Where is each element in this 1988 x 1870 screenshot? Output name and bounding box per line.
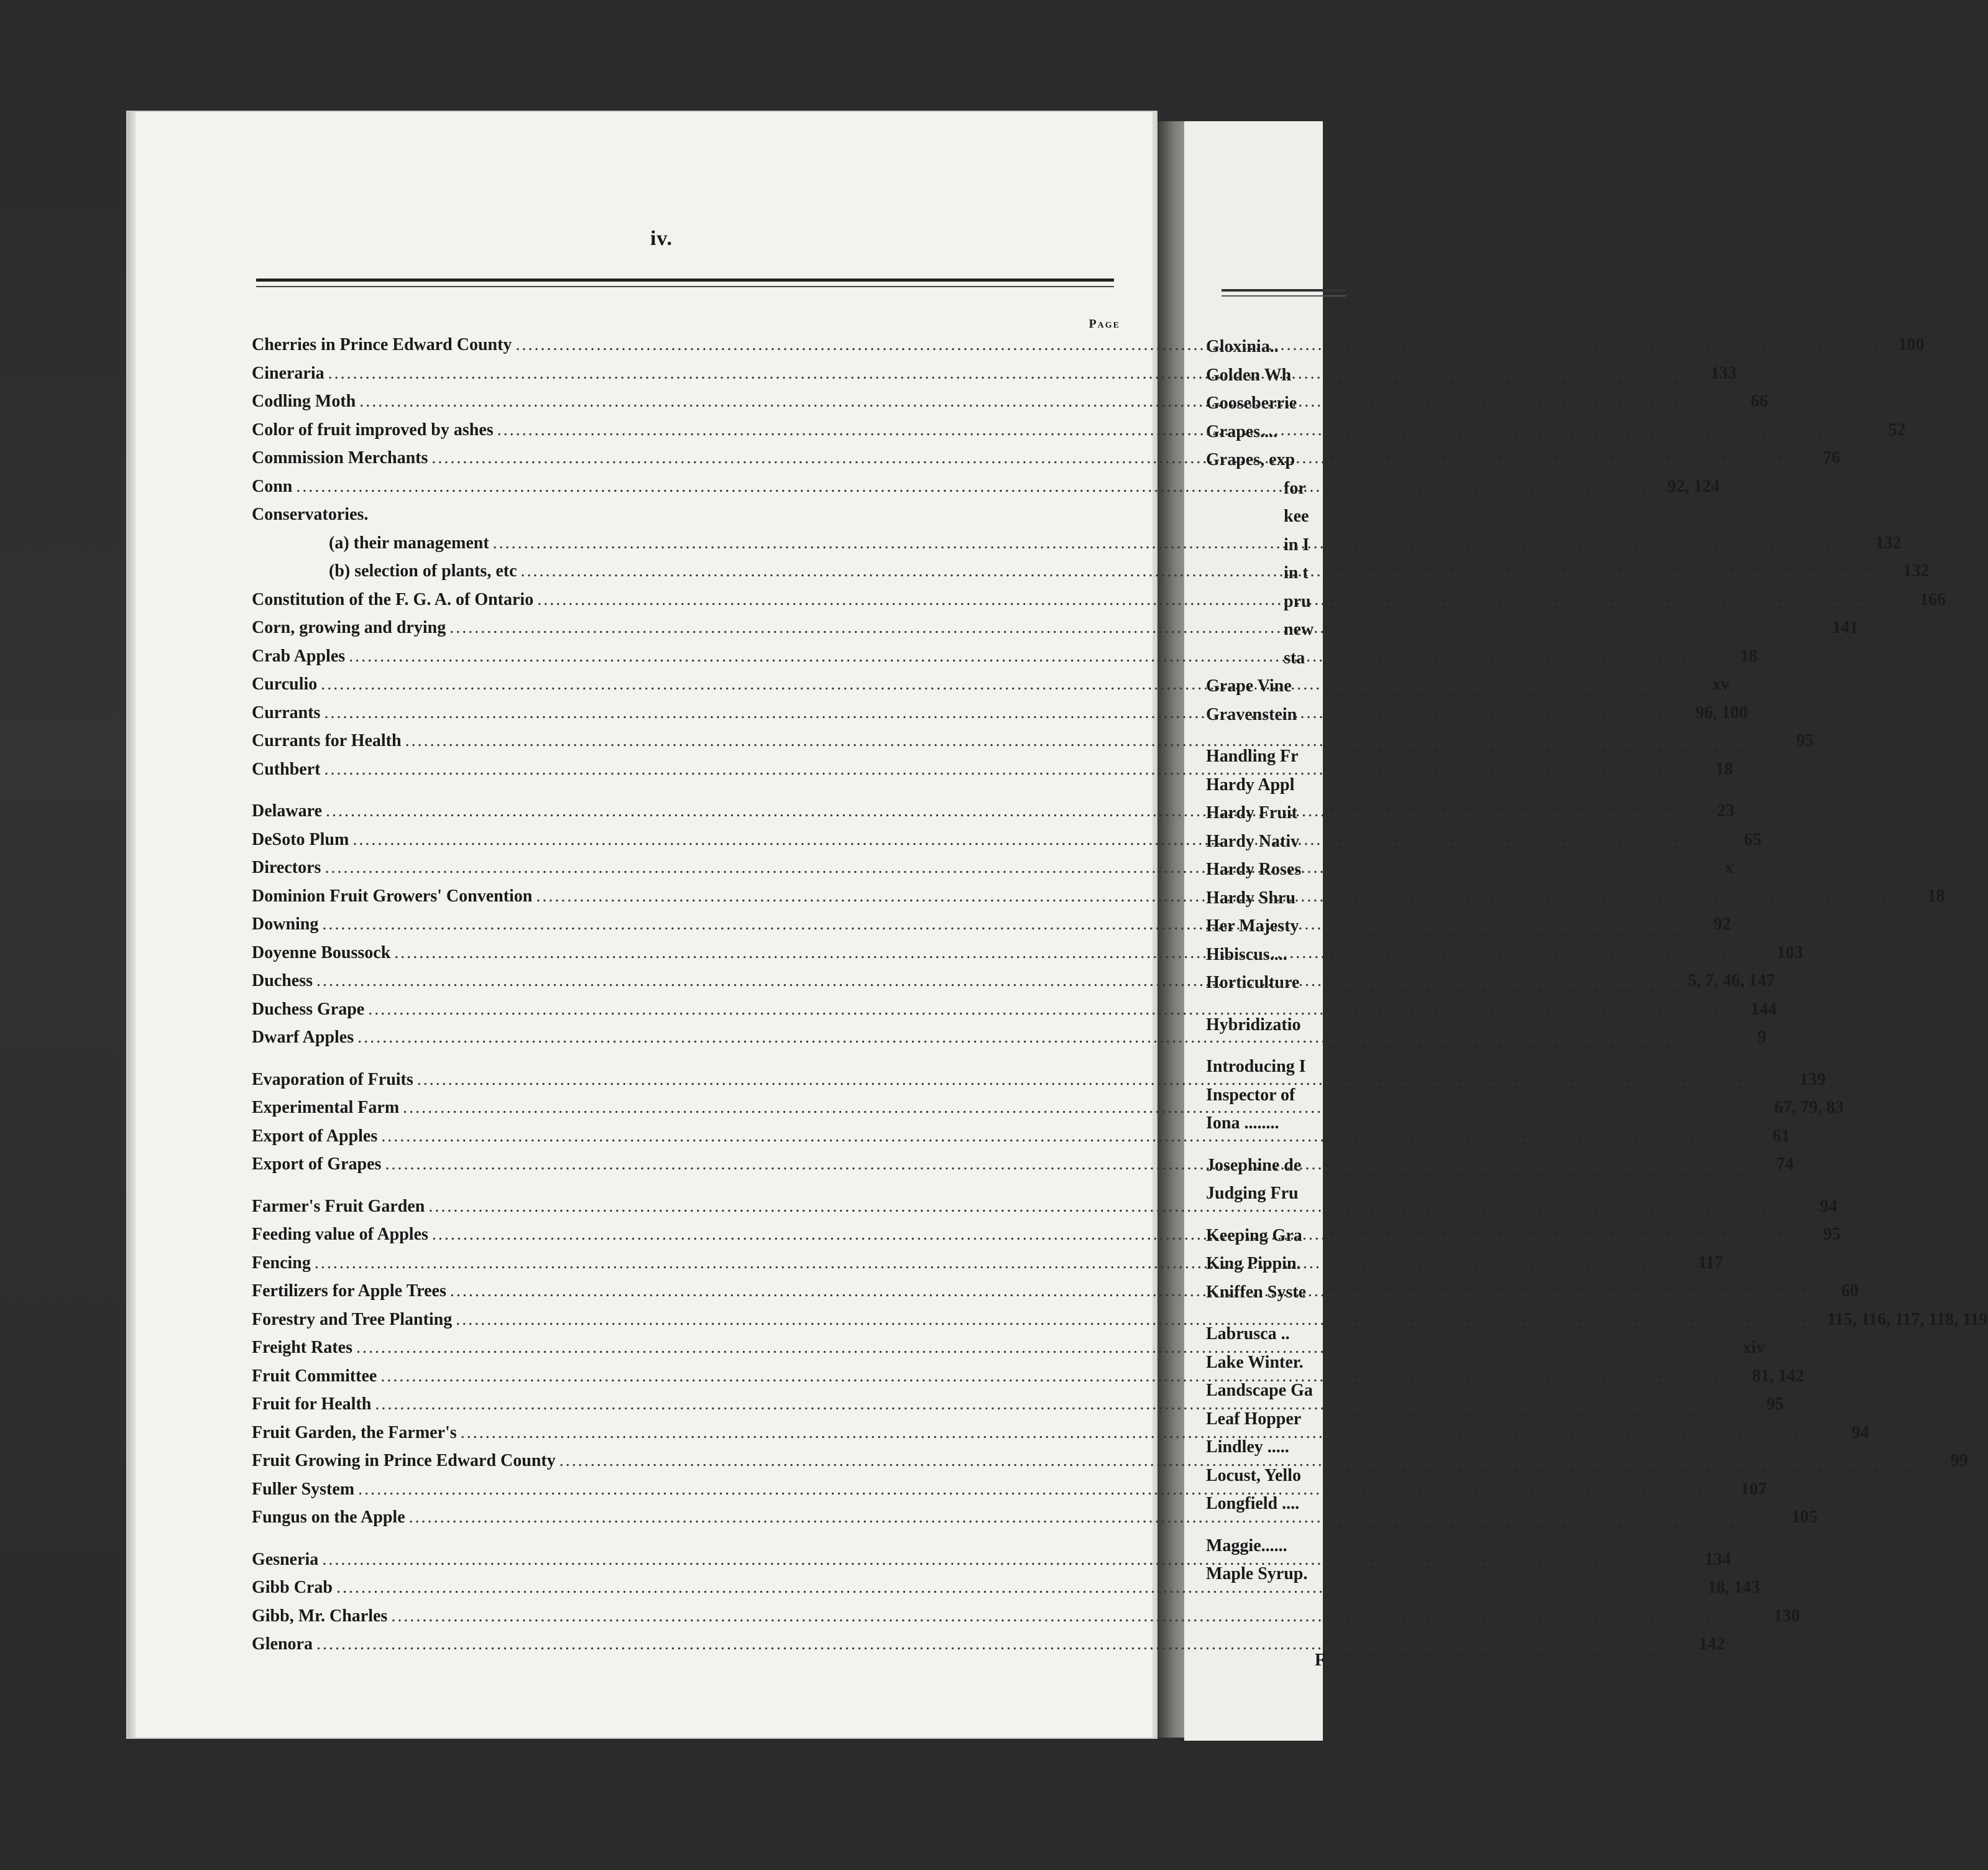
facing-entry: Grapes, exp [1206, 450, 1295, 469]
leader-dots [559, 1447, 1927, 1475]
leader-dots [368, 995, 1736, 1024]
entry-title: Dwarf Apples [252, 1028, 354, 1047]
page-number: iv. [650, 227, 673, 250]
facing-entry: Iona ........ [1206, 1113, 1279, 1133]
entry-page: xiv [1742, 1338, 1765, 1357]
leader-dots [316, 1630, 1684, 1659]
facing-entry: kee [1284, 507, 1309, 526]
entry-title: Fruit for Health [252, 1394, 372, 1414]
leader-dots [450, 1277, 1818, 1306]
facing-page-rule-thin [1222, 295, 1346, 297]
entry-page: 117 [1698, 1253, 1723, 1273]
entry-page: 9 [1757, 1028, 1767, 1047]
facing-entry: Hibiscus.... [1206, 944, 1287, 964]
entry-title: (a) their management [329, 533, 489, 553]
leader-dots [432, 1220, 1800, 1249]
facing-entry: Grapes.... [1206, 421, 1278, 441]
facing-page-rule [1222, 289, 1346, 292]
entry-title: Currants [252, 702, 321, 722]
entry-page: 103 [1777, 942, 1803, 962]
facing-entry: Lindley ..... [1206, 1437, 1289, 1457]
leader-dots [296, 472, 1664, 501]
facing-entry: new [1284, 620, 1314, 639]
entry-page: 18, 143 [1707, 1578, 1760, 1597]
index-entry [252, 995, 1777, 1024]
entry-title: Constitution of the F. G. A. of Ontario [252, 589, 534, 609]
facing-entry: Josephine de [1206, 1155, 1302, 1175]
header-rule [256, 279, 1114, 282]
entry-page: xv [1712, 675, 1730, 694]
index-entry [252, 727, 1814, 755]
entry-title: Export of Grapes [252, 1154, 382, 1174]
entry-title: Fertilizers for Apple Trees [252, 1281, 446, 1301]
leader-dots [536, 882, 1903, 911]
leader-dots [417, 1066, 1785, 1094]
entry-page: 66 [1751, 392, 1769, 411]
entry-title: Delaware [252, 801, 322, 821]
entry-page: 74 [1776, 1154, 1794, 1174]
entry-page: 166 [1920, 589, 1946, 609]
entry-title: Directors [252, 858, 321, 877]
entry-title: Corn, growing and drying [252, 618, 446, 637]
entry-title: (b) selection of plants, etc [329, 561, 517, 581]
leader-dots [358, 1475, 1726, 1504]
entry-page: 81, 142 [1752, 1366, 1805, 1386]
entry-title: Gesneria [252, 1549, 319, 1569]
entry-page: 115, 116, 117, 118, 119 [1827, 1309, 1988, 1329]
leader-dots [324, 854, 1692, 882]
facing-entry: Handling Fr [1206, 747, 1299, 766]
entry-title: Gibb, Mr. Charles [252, 1606, 388, 1626]
leader-dots [409, 1503, 1777, 1532]
entry-title: Color of fruit improved by ashes [252, 420, 494, 440]
entry-page: 95 [1766, 1394, 1784, 1414]
entry-page: 23 [1717, 801, 1734, 821]
facing-entry: Her Majesty [1206, 916, 1299, 936]
entry-page: 107 [1741, 1479, 1767, 1499]
entry-page: 134 [1705, 1549, 1731, 1569]
entry-page: 76 [1823, 448, 1841, 468]
entry-title: Downing [252, 914, 319, 934]
leader-dots [521, 557, 1889, 586]
entry-title: Currants for Health [252, 731, 402, 750]
facing-entry: Introducing I [1206, 1057, 1306, 1076]
entry-page: 94 [1851, 1422, 1869, 1442]
index-entry [252, 1630, 1725, 1659]
facing-entry: in I [1284, 535, 1310, 555]
entry-title: Dominion Fruit Growers' Convention [252, 886, 533, 906]
leader-dots [322, 910, 1690, 939]
leader-dots [357, 1023, 1725, 1052]
facing-entry: Judging Fru [1206, 1184, 1299, 1203]
page-edge [127, 112, 136, 1738]
facing-entry: Hybridizatio [1206, 1015, 1301, 1034]
leader-dots [449, 614, 1817, 642]
entry-title: Conn [252, 476, 293, 496]
entry-page: 132 [1875, 533, 1902, 553]
entry-page: 94 [1820, 1196, 1838, 1216]
entry-page: 139 [1799, 1069, 1826, 1089]
facing-entry: Horticulture [1206, 973, 1300, 992]
entry-page: 95 [1796, 731, 1814, 750]
facing-entry: Maggie...... [1206, 1536, 1287, 1555]
entry-title: Fungus on the Apple [252, 1508, 405, 1527]
entry-title: Glenora [252, 1634, 313, 1654]
leader-dots [394, 939, 1762, 967]
leader-dots [336, 1573, 1704, 1602]
entry-page: 67, 79, 83 [1774, 1098, 1844, 1117]
entry-title: Commission Merchants [252, 448, 428, 468]
entry-page: 52 [1888, 420, 1906, 440]
facing-entry: Gooseberrie [1206, 394, 1297, 413]
entry-title: Crab Apples [252, 646, 346, 666]
entry-title: Farmer's Fruit Garden [252, 1196, 425, 1216]
leader-dots [391, 1602, 1759, 1631]
facing-entry: pru [1284, 591, 1311, 611]
leader-dots [356, 1333, 1724, 1362]
leader-dots [321, 670, 1688, 699]
entry-title: Gibb Crab [252, 1578, 333, 1597]
entry-title: Duchess Grape [252, 999, 365, 1019]
leader-dots [349, 642, 1716, 671]
entry-title: DeSoto Plum [252, 829, 349, 849]
leader-dots [403, 1094, 1770, 1122]
leader-dots [324, 699, 1691, 727]
leader-dots [328, 359, 1696, 388]
facing-entry: Keeping Gra [1206, 1225, 1302, 1245]
leader-dots [315, 1249, 1682, 1278]
leader-dots [381, 1122, 1749, 1151]
entry-title: Forestry and Tree Planting [252, 1309, 453, 1329]
leader-dots [326, 797, 1693, 826]
facing-entry: for [1284, 478, 1306, 498]
facing-entry: Inspector of [1206, 1085, 1295, 1105]
facing-entry: Golden Wh [1206, 365, 1292, 385]
entry-title: Fuller System [252, 1479, 355, 1499]
facing-entry: Labrusca .. [1206, 1324, 1290, 1343]
entry-title: Export of Apples [252, 1126, 378, 1146]
facing-entry: Locust, Yello [1206, 1465, 1301, 1485]
entry-page: 95 [1823, 1225, 1841, 1244]
leader-dots [537, 586, 1905, 614]
entry-title: Codling Moth [252, 392, 356, 411]
leader-dots [380, 1362, 1748, 1391]
entry-title: Freight Rates [252, 1338, 352, 1357]
leader-dots [352, 826, 1720, 854]
entry-title: Fruit Garden, the Farmer's [252, 1422, 457, 1442]
entry-page: 65 [1744, 829, 1762, 849]
entry-page: 5, 7, 46, 147 [1688, 971, 1775, 990]
index-entry [252, 1602, 1800, 1631]
leader-dots [324, 755, 1691, 784]
leader-dots [405, 727, 1773, 755]
facing-entry: in t [1284, 563, 1309, 583]
entry-page: 105 [1791, 1508, 1818, 1527]
entry-title: Conservatories. [252, 505, 369, 524]
entry-page: 61 [1772, 1126, 1790, 1146]
facing-entry: Hardy Nativ [1206, 831, 1300, 851]
facing-entry: Hardy Fruit [1206, 803, 1297, 822]
entry-page: 92 [1713, 914, 1731, 934]
leader-dots [431, 444, 1799, 472]
entry-page: 92, 124 [1667, 476, 1720, 496]
leader-dots [385, 1150, 1752, 1179]
entry-title: Cuthbert [252, 759, 321, 779]
leader-dots [316, 967, 1684, 995]
leader-dots [461, 1419, 1828, 1447]
leader-dots [515, 331, 1883, 359]
facing-entry: sta [1284, 648, 1305, 668]
leader-dots [359, 387, 1727, 416]
leader-dots [493, 529, 1861, 558]
entry-page: 18 [1740, 646, 1758, 666]
entry-title: Fencing [252, 1253, 311, 1273]
entry-page: 130 [1774, 1606, 1800, 1626]
entry-page: 142 [1699, 1634, 1725, 1654]
facing-entry: Lake Winter. [1206, 1352, 1304, 1372]
entry-title: Evaporation of Fruits [252, 1069, 413, 1089]
index-entry [252, 500, 1114, 529]
entry-title: Fruit Committee [252, 1366, 377, 1386]
facing-entry: Hardy Shru [1206, 888, 1295, 908]
facing-entry: Gravenstein [1206, 704, 1297, 724]
entry-page: 18 [1715, 759, 1733, 779]
facing-entry: Leaf Hopper [1206, 1409, 1302, 1429]
facing-entry: Hardy Appl [1206, 775, 1295, 795]
facing-entry: King Pippin. [1206, 1254, 1301, 1273]
entry-title: Fruit Growing in Prince Edward County [252, 1451, 556, 1470]
entry-page: 96, 100 [1695, 702, 1748, 722]
facing-entry: Hardy Roses [1206, 860, 1302, 879]
facing-entry: Longfield .... [1206, 1494, 1300, 1513]
leader-dots [456, 1306, 1823, 1334]
entry-page: 144 [1751, 999, 1777, 1019]
entry-page: 18 [1927, 886, 1945, 906]
entry-title: Experimental Farm [252, 1098, 400, 1117]
leader-dots [322, 1545, 1690, 1574]
facing-entry: Kniffen Syste [1206, 1282, 1306, 1302]
entry-page: 132 [1903, 561, 1930, 581]
facing-entry: Grape Vine [1206, 676, 1292, 696]
facing-entry: Maple Syrup. [1206, 1564, 1308, 1583]
entry-page: 60 [1841, 1281, 1859, 1301]
entry-title: Duchess [252, 971, 313, 990]
leader-dots [428, 1192, 1796, 1221]
facing-page-footer: F [1315, 1651, 1326, 1670]
entry-page: 133 [1710, 363, 1737, 383]
entry-page: 99 [1950, 1451, 1968, 1470]
header-rule-thin [256, 286, 1114, 287]
entry-page: 141 [1832, 618, 1859, 637]
entry-title: Feeding value of Apples [252, 1225, 428, 1244]
facing-entry: Landscape Ga [1206, 1381, 1313, 1400]
entry-page: x [1724, 858, 1734, 877]
facing-entry: Gloxinia.. [1206, 337, 1279, 356]
entry-title: Doyenne Boussock [252, 942, 391, 962]
leader-dots [497, 416, 1865, 444]
entry-page: 100 [1898, 335, 1925, 354]
entry-title: Cherries in Prince Edward County [252, 335, 512, 354]
leader-dots [375, 1390, 1742, 1419]
entry-title: Cineraria [252, 363, 324, 383]
page-column-heading: Page [1088, 317, 1120, 331]
entry-title: Curculio [252, 675, 318, 694]
